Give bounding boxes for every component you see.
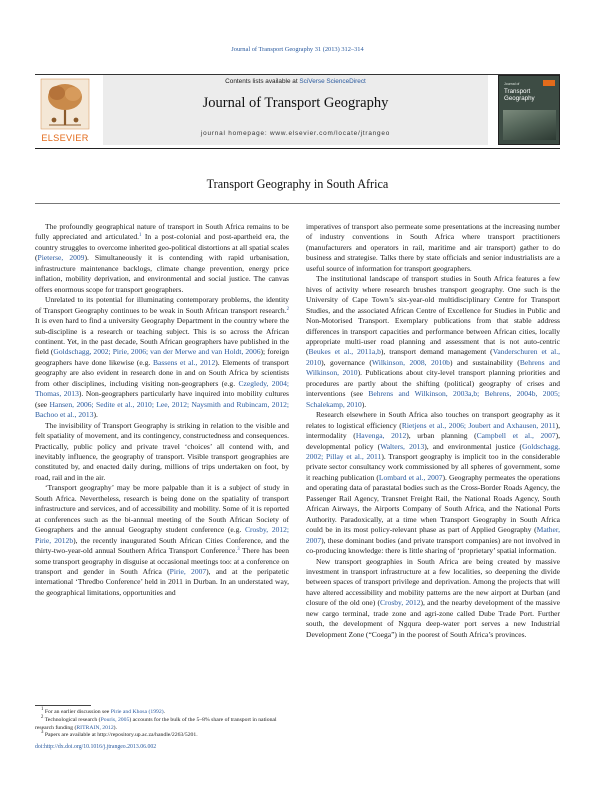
citation-link[interactable]: Behrens and Wilkinson, 2003a,b; Behrens, 2004b, 2005; Schalekamp, 2010 — [306, 389, 560, 409]
citation-link[interactable]: Vanderschuren et al., 2010 — [306, 347, 561, 367]
paragraph: The institutional landscape of transport studies in South Africa features a few hives of activity where research brushes transport geography. One such is the University of Cape Town’s six-year-old multidisciplinary Centre for Transport Studies, and the associated African Centre of Excellence for Studies in Public and Non-Motorised Transport. Exemplary publications from that stable address differences in transport capacities and performance between African cities, locally appropriate multi-user road planning and assessment that is not auto-centric (Beukes et al., 2011a,b), transport demand management (Vanderschuren et al., 2010), governance (Wilkinson, 2008, 2010b) and sustainability (Behrens and Wilkinson, 2010). Publications about city-level transport planning priorities and procedures are partly about the shifting (political) geography of crises and interventions (see Behrens and Wilkinson, 2003a,b; Behrens, 2004b, 2005; Schalekamp, 2010). — [306, 274, 561, 409]
citation-link[interactable]: RITRAIN, 2012 — [76, 724, 114, 731]
journal-citation[interactable]: Journal of Transport Geography 31 (2013) 312–314 — [231, 46, 364, 53]
footnote-ref[interactable]: 1 — [139, 233, 142, 239]
paragraph: ‘Transport geography’ may be more palpable than it is a subject of study in South Africa. Nevertheless, research is being done on the spatiality of transport infrastructure and services, and of accessibility and mobility. Some of it is reported at conferences such as the bi-annual meeting of the South African Society of Geographers and the annual Geography student conference (e.g. Crosby, 2012; Pirie, 2012b), the recently inaugurated South African Cities Conference, and the thirty-two-year-old annual Southern Africa Transport Conference.$^3$ There has been some transport geography in disguise at occasional meetings too: at a conference on transport and gender in South Africa (Pirie, 2007), and at the peripatetic international ‘Thredbo Conference’ held in 2011 in Durban. In an understated way, the geographical limitations, opportunities and — [35, 483, 290, 597]
footnote-2: $^2$ Technological research (Pouris, 2005) accounts for the bulk of the 5–8% share of transport in national research funding (RITRAIN, 2012). — [35, 714, 277, 731]
doi-link[interactable]: doi:http://dx.doi.org/10.1016/j.jtrangeo.2013.06.002 — [35, 744, 157, 750]
masthead-bottom-rule — [35, 148, 560, 149]
journal-info-box — [103, 75, 488, 145]
citation-link[interactable]: Crosby, 2012; Pirie, 2012b — [35, 525, 290, 545]
footnote-number: 1 — [41, 707, 44, 712]
citation-link[interactable]: Walters, 2013 — [380, 441, 425, 451]
citation-link[interactable]: Goldschagg, 2002; Pirie, 2006; van der Merwe and van Holdt, 2006 — [53, 347, 261, 357]
footnotes — [35, 709, 289, 740]
citation-link[interactable]: Mather, 2007 — [306, 525, 560, 545]
contents-available — [103, 78, 488, 85]
body-column-right — [306, 222, 560, 640]
cover-title — [504, 89, 535, 102]
citation-link[interactable]: Czegledy, 2004; Thomas, 2013 — [35, 378, 289, 399]
footnote-number: 2 — [41, 714, 44, 720]
footnote-3: $^3$ Papers are available at http://repository.up.ac.za/handle/2263/5201. — [41, 730, 198, 739]
cover-journal-label: Journal of — [504, 82, 520, 86]
citation-link[interactable]: Crosby, 2012 — [380, 598, 421, 608]
masthead — [35, 58, 560, 150]
article-title: Transport Geography in South Africa — [206, 177, 389, 191]
sciencedirect-link[interactable]: SciVerse ScienceDirect — [299, 78, 366, 85]
citation-link[interactable]: Rietjens et al., 2006; Joubert and Axhausen, 2011 — [401, 420, 556, 430]
citation-link[interactable]: Behrens and Wilkinson, 2010 — [306, 357, 561, 378]
citation-link[interactable]: Goldschagg, 2002; Pillay et al., 2011 — [306, 441, 560, 461]
citation-link[interactable]: Pouris, 2005 — [100, 716, 130, 723]
paragraph: Unrelated to its potential for illuminating contemporary problems, the identity of Transport Geography continues to be weak in South African transport research.$^2$ It is even hard to find a university Geography Department in the country where the sub-discipline is a research or teaching subject. This is so across the African continent. Yet, in the past decade, South African geographers have published in the field (Goldschagg, 2002; Pirie, 2006; van der Merwe and van Holdt, 2006); foreign geographers have done likewise (e.g. Bassens et al., 2012). Elements of transport geography are also evident in research done in and on South Africa by scientists from other disciplines, including visiting non-geographers (e.g. Czegledy, 2004; Thomas, 2013). Non-geographers particularly have inquired into mobility cultures (see Hansen, 2006; Sedite et al., 2010; Lee, 2012; Naysmith and Rubincam, 2012; Bachoo et al., 2013). — [35, 295, 289, 420]
citation-link[interactable]: Pieterse, 2009 — [37, 253, 85, 263]
cover-image — [503, 110, 556, 140]
journal-homepage[interactable]: journal homepage: www.elsevier.com/locate/jtrangeo — [200, 130, 391, 137]
footnote-ref[interactable]: 3 — [237, 547, 240, 553]
elsevier-wordmark: ELSEVIER — [41, 133, 89, 143]
citation-link[interactable]: Wilkinson, 2008, 2010b — [371, 357, 450, 367]
cover-title-line2: Geography — [504, 94, 535, 102]
citation-link[interactable]: Bassens et al., 2012 — [152, 357, 216, 367]
citation-link[interactable]: Havenga, 2012 — [355, 431, 407, 441]
elsevier-tree-icon — [35, 75, 95, 133]
citation-link[interactable]: Lombard et al., 2007 — [378, 472, 443, 482]
footnote-ref[interactable]: 2 — [286, 306, 289, 312]
citation-link[interactable]: Hansen, 2006; Sedite et al., 2010; Lee, 2012; Naysmith and Rubincam, 2012; Bachoo et al., 2013 — [35, 399, 289, 420]
citation-link[interactable]: Pirie and Khosa (1992) — [110, 709, 164, 715]
footnote-number: 3 — [41, 730, 44, 736]
elsevier-logo[interactable] — [35, 75, 95, 145]
paragraph: The invisibility of Transport Geography is striking in relation to the visible and felt spatiality of movement, and its contingency, constructedness and consequences. Practically, public policy and private travel ‘choices’ all contend with, and inevitably influence, the geography of transport. Visible transport geographies are constituted by, and enacted daily during, millions of trips undertaken on foot, by road, rail and in the air. — [35, 420, 289, 482]
journal-cover-thumbnail[interactable] — [498, 75, 560, 145]
paragraph: Research elsewhere in South Africa also touches on transport geography as it relates to logistical efficiency (Rietjens et al., 2006; Joubert and Axhausen, 2011), intermodality (Havenga, 2012), urban planning (Campbell et al., 2007), developmental policy (Walters, 2013), and environmental justice (Goldschagg, 2002; Pillay et al., 2011). Transport geography is implicit too in the considerable private sector consultancy work commissioned by all spheres of government, some it reaching publication (Lombard et al., 2007). Geography permeates the operations and operating data of parastatal bodies such as the Cross-Border Roads Agency, the Passenger Rail Agency, Transnet Freight Rail, the National Roads Agency, South African Airways, the Airports Company of South Africa, and the National Ports Authority. Paradoxically, at a time when Transport Geography in South Africa could be in its most policy-relevant phase as part of Applied Geography (Mather, 2007), these dominant bodies (and private transport companies) are not involved in co-producing knowledge: there is little sharing of ‘proprietary’ spatial information. — [306, 410, 561, 556]
contents-prefix: Contents lists available at — [225, 78, 300, 85]
footnote-rule — [35, 705, 91, 706]
body-column-left — [35, 222, 289, 598]
paragraph: New transport geographies in South Africa are being created by massive investment in transport infrastructure at a few localities, so deepening the divide between spaces of transport privilege and deprivation. Among the projects that will have altered accessibility and mobility patterns are the new airport at Durban (and closure of the old one) (Crosby, 2012), and the nearby development of the massive new cargo terminal, trade zone and agri-zone called Dube Trade Port. Further south, the development of Ngqura deep-water port serves a new Industrial Development Zone (“Coega”) in the poorest of South Africa’s provinces. — [306, 556, 560, 639]
cover-title-line1: Transport — [504, 88, 531, 95]
paragraph: The profoundly geographical nature of transport in South Africa remains to be fully appreciated and articulated.$^1$ In a post-colonial and post-apartheid era, the country struggles to overcome inherited geo-political distortions at all spatial scales (Pieterse, 2009). Simultaneously it is contending with rapid urbanisation, infrastructure maintenance backlogs, climate change prevention, energy price inflation, mobility deprivation, and environmental and social justice. The canvas offers enormous scope for transport geographers. — [35, 222, 289, 294]
citation-link[interactable]: Campbell et al., 2007 — [476, 431, 556, 441]
journal-title: Journal of Transport Geography — [202, 95, 389, 111]
citation-link[interactable]: Pirie, 2007 — [169, 566, 207, 576]
masthead-banner — [35, 75, 560, 145]
title-rule — [35, 203, 560, 204]
citation-link[interactable]: Beukes et al., 2011a,b — [308, 347, 381, 357]
cover-logo-icon — [543, 80, 555, 86]
footnote-1: $^1$ For an earlier discussion see Pirie and Khosa (1992). — [41, 707, 166, 715]
paragraph: imperatives of transport also permeate some presentations at the increasing number of industry conventions in South Africa where transport practitioners (manufacturers and operators in rail, maritime and air transport) gather to do business and strategise. Talks there by state officials and senior industrialists are a useful source of information for transport geographers. — [306, 222, 560, 273]
